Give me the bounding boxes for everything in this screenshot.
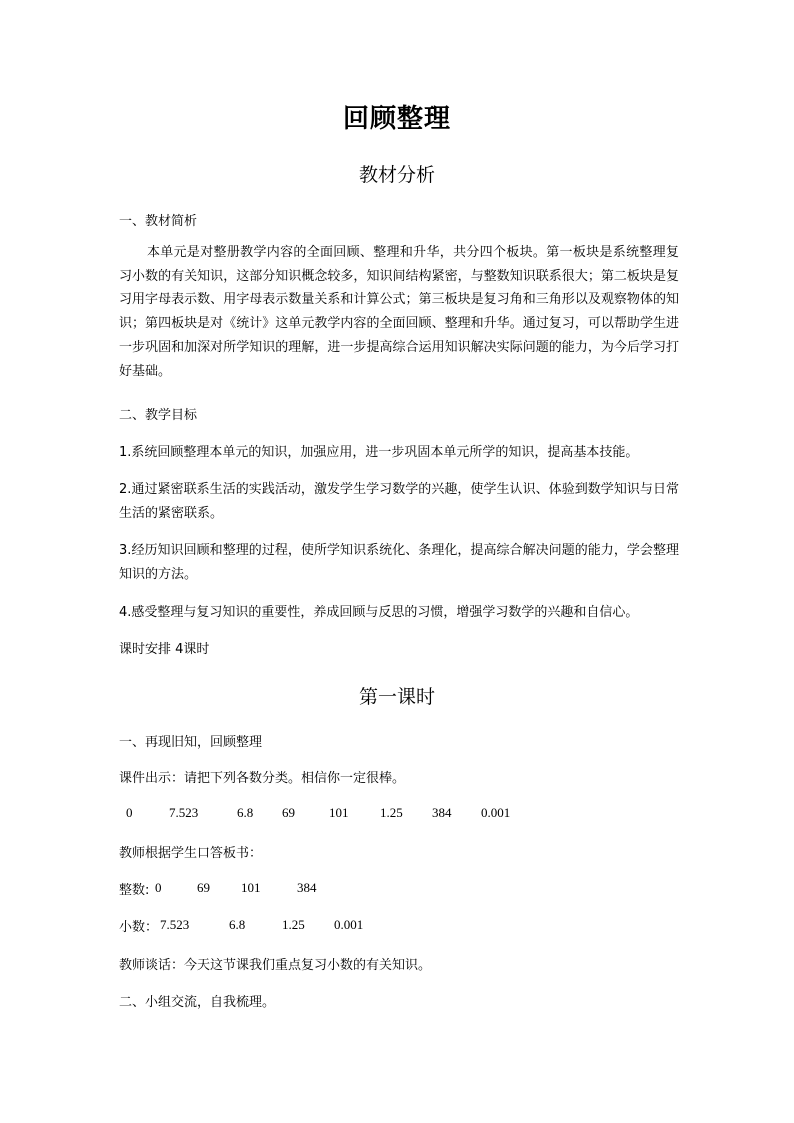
lesson-1-title: 第一课时 xyxy=(358,686,435,708)
integer-item: 0 xyxy=(155,880,162,895)
heading-material-brief: 一、教材简析 xyxy=(119,214,198,229)
number-item: 0 xyxy=(126,805,133,820)
page-title: 回顾整理 xyxy=(342,104,451,134)
decimals-label: 小数： xyxy=(119,920,159,935)
goal-1: 1.系统回顾整理本单元的知识，加强应用，进一步巩固本单元所学的知识，提高基本技能。 xyxy=(119,445,639,460)
decimal-item: 6.8 xyxy=(229,917,246,932)
number-item: 0.001 xyxy=(481,805,511,820)
heading-teaching-goals: 二、教学目标 xyxy=(119,408,198,423)
number-item: 384 xyxy=(432,805,452,820)
decimal-item: 1.25 xyxy=(282,917,305,932)
number-item: 69 xyxy=(282,805,295,820)
heading-group-exchange: 二、小组交流，自我梳理。 xyxy=(119,995,276,1010)
number-item: 101 xyxy=(329,805,349,820)
number-item: 1.25 xyxy=(380,805,403,820)
integer-item: 69 xyxy=(197,880,210,895)
number-item: 7.523 xyxy=(169,805,199,820)
courseware-prompt: 课件出示：请把下列各数分类。相信你一定很棒。 xyxy=(119,771,406,786)
teacher-talk: 教师谈话：今天这节课我们重点复习小数的有关知识。 xyxy=(119,958,432,973)
teacher-board-note: 教师根据学生口答板书： xyxy=(119,846,263,861)
integers-label: 整数: xyxy=(119,883,150,898)
class-schedule: 课时安排 4课时 xyxy=(119,642,210,657)
goal-2: 2.通过紧密联系生活的实践活动，激发学生学习数学的兴趣，使学生认识、体验到数学知识与日常生活的紧密联系。 xyxy=(119,482,679,521)
goal-4: 4.感受整理与复习知识的重要性，养成回顾与反思的习惯，增强学习数学的兴趣和自信心。 xyxy=(119,605,639,620)
number-item: 6.8 xyxy=(237,805,254,820)
decimal-item: 0.001 xyxy=(334,917,364,932)
heading-review: 一、再现旧知，回顾整理 xyxy=(119,735,263,750)
integer-item: 384 xyxy=(297,880,317,895)
section-title-material-analysis: 教材分析 xyxy=(358,164,435,186)
paragraph-material-brief: 本单元是对整册教学内容的全面回顾、整理和升华，共分四个板块。第一板块是系统整理复习小数的有关知识，这部分知识概念较多，知识间结构紧密，与整数知识联系很大；第二板块是复习用字母表示数、用字母表示数量关系和计算公式；第三板块是复习角和三角形以及观察物体的知识；第四板块是对《统计》这单元教学内容的全面回顾、整理和升华。通过复习，可以帮助学生进一步巩固和加深对所学知识的理解，进一步提高综合运用知识解决实际问题的能力，为今后学习打好基础。 xyxy=(119,245,679,379)
goal-3: 3.经历知识回顾和整理的过程，使所学知识系统化、条理化，提高综合解决问题的能力，学会整理知识的方法。 xyxy=(119,543,679,582)
integer-item: 101 xyxy=(241,880,261,895)
decimal-item: 7.523 xyxy=(160,917,190,932)
